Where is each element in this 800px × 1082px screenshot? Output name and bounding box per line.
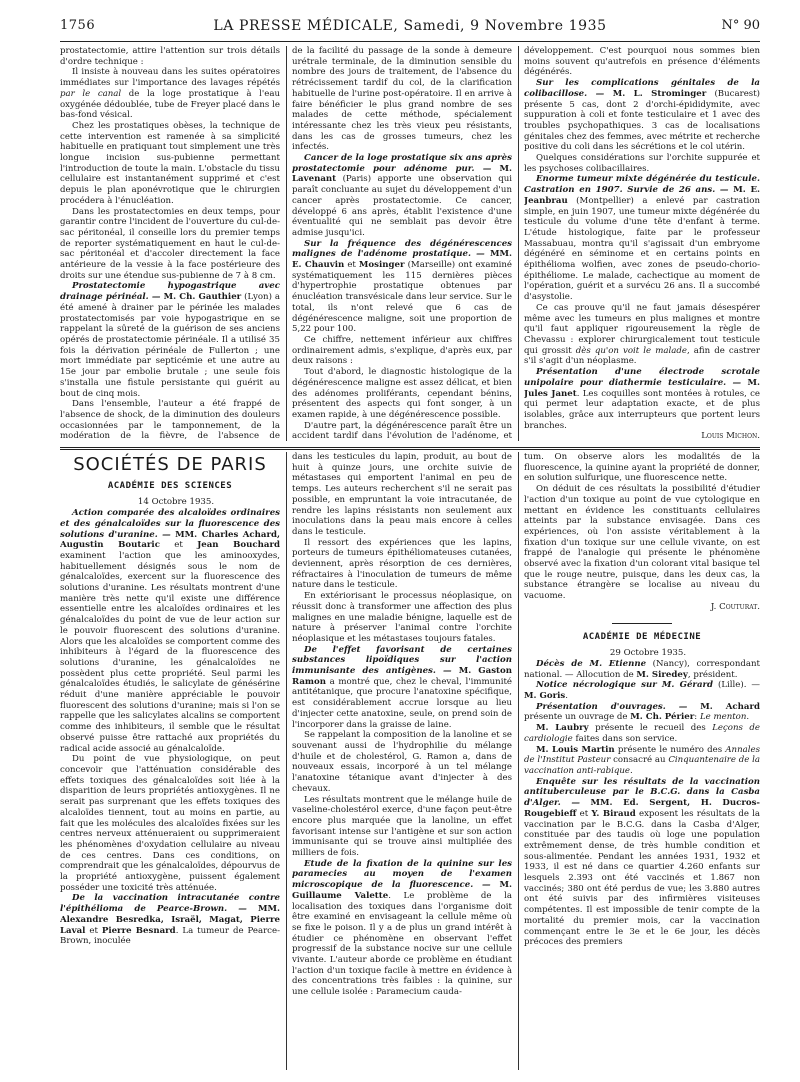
top-column-1 bbox=[60, 46, 280, 441]
text-run: (Montpellier) a enlevé par castration simple, en juin 1907, une tumeur mixte dégénérée du testicule du volume d'une tête d'enfant à terme. L'étude histologique, faite par le professeur Massabuau, montra qu'il s'agissait d'un embryome dégénéré en séminome et en certains points en épithélioma wolfien, avec zones de pseudo-chorio-épithéliome. Le malade, cachectique au moment de l'opération, guérit et a survécu 26 ans. Il a succombé d'asystolie. bbox=[524, 195, 760, 303]
author-name: M. Jules Janet bbox=[524, 377, 760, 399]
text-run: , afin de castrer s'il s'agit d'un néoplasme. bbox=[524, 345, 760, 367]
author-name: MM. E. Chauvin bbox=[292, 249, 512, 271]
header-rule bbox=[60, 41, 760, 42]
paragraph bbox=[60, 207, 280, 282]
column-separator bbox=[286, 46, 287, 441]
text-run: (Lille). — bbox=[713, 680, 760, 691]
paragraph bbox=[524, 702, 760, 723]
author-name: MM. Alexandre Besredka, Israël, Magat, Pierre Laval bbox=[60, 904, 280, 936]
text-run: . bbox=[630, 765, 633, 776]
text-run: Ce chiffre, nettement inférieur aux chiffres ordinairement admis, s'explique, d'après eux, par deux raisons : bbox=[292, 334, 512, 367]
text-run: En extériorisant le processus néoplasique, on réussit donc à transformer une affection des plus malignes en une maladie bénigne, laquelle est de nature à préserver l'animal contre l'orchite néoplasique et les métastases toujours fatales. bbox=[292, 591, 512, 644]
text-run: Dans les prostatectomies en deux temps, pour garantir contre l'incident de l'ouverture du cul-de-sac péritonéal, il conseille lors du premier temps de reporter systématiquement en haut le cul-de-sac péritonéal et d'accoler directement la face antérieure de la vessie à la face postérieure des droits sur une étendue sus-pubienne de 7 à 8 cm. bbox=[60, 206, 280, 281]
author-name: M. E. Jeanbrau bbox=[524, 185, 760, 206]
text-run: : bbox=[694, 712, 700, 723]
paragraph bbox=[60, 67, 280, 121]
text-run: (Lyon) a été amené à drainer par le périnée les malades prostatectomisés par voie hypogastrique en se rappelant la sûreté de la guérison de ses anciens opérés de prostatectomie périnéale. Il a utilisé 35 fois la dérivation périnéale de Fullerton ; une mort immédiate par septicémie et une autre au 15e jour par embolie brutale ; une seule fois s'installa une fistule persistante qui guérit au bout de cinq mois. bbox=[60, 292, 280, 399]
author-name: M. Siredey bbox=[636, 669, 688, 680]
paragraph bbox=[524, 659, 760, 680]
author-name: M. Lavenant bbox=[292, 163, 512, 185]
page-header bbox=[60, 18, 760, 40]
text-run: Quelques considérations sur l'orchite suppurée et les psychoses colibacillaires. bbox=[524, 153, 760, 174]
issue-number: N° 90 bbox=[721, 18, 760, 33]
paragraph bbox=[60, 46, 280, 67]
academie-medecine-body bbox=[524, 659, 760, 948]
session-date: 29 Octobre 1935. bbox=[609, 648, 687, 659]
paragraph bbox=[292, 645, 512, 731]
session-date: 14 Octobre 1935. bbox=[137, 497, 215, 508]
text-run: . Les coquilles sont montées à rotules, ce qui permet leur adaptation exacte, et de plus isolables, grâce aux interrupteurs que portent leurs branches. bbox=[524, 388, 760, 431]
text-run: J. Couturat bbox=[710, 601, 758, 612]
text-run: On déduit de ces résultats la possibilité d'étudier l'action d'un toxique au point de vue cytologique en mettant en évidence les constituants cellulaires atteints par la substance envisagée. Dans ces expériences, où l'on assiste véritablement à la fixation d'un toxique sur une cellule vivante, on est frappé de l'analogie qui présente le phénomène observé avec la fixation d'un colorant vital basique tel que le rouge neutre, puisque, dans les deux cas, la substance étrangère se localise au niveau du vacuome. bbox=[524, 484, 760, 602]
text-run: Les résultats montrent que le mélange huile de vaseline-cholestérol exerce, d'une façon peut-être encore plus marquée que la lanoline, un effet favorisant intense sur l'antigène et sur son action immunisante qui se trouve ainsi multipliée des milliers de fois. bbox=[292, 794, 512, 859]
author-name: M. Laubry bbox=[536, 723, 589, 734]
bottom-column-2 bbox=[292, 452, 512, 1070]
top-column-3 bbox=[524, 46, 760, 441]
column-separator bbox=[286, 452, 287, 1070]
paragraph bbox=[524, 153, 760, 174]
text-run: faites dans son service. bbox=[572, 733, 678, 744]
article-heading: Présentation d'une électrode scrotale unipolaire pour diathermie testiculaire. — bbox=[524, 367, 760, 388]
author-name: M. Achard bbox=[700, 701, 760, 712]
article-heading: Prostatectomie hypogastrique avec drainage périnéal. — bbox=[60, 281, 280, 303]
article-heading: Décès de M. Etienne bbox=[536, 658, 647, 669]
page-number: 1756 bbox=[60, 18, 96, 33]
author-name: M. Guillaume Valette bbox=[292, 880, 512, 901]
paragraph bbox=[292, 538, 512, 592]
text-run: a montré que, chez le cheval, l'immunité antitétanique, que procure l'anatoxine spécifique, est considérablement accrue lorsque au lieu d'injecter cette anatoxine, seule, on prend soin de l'incorporer dans la graisse de laine. bbox=[292, 676, 512, 730]
author-name: M. Gaston Ramon bbox=[292, 666, 512, 687]
text-run: Tout d'abord, le diagnostic histologique de la dégénérescence maligne est assez délicat, et bien des adénomes proliférants, cependant bénins, présentent des aspects qui font songer, à un examen rapide, à une dégénérescence possible. bbox=[292, 367, 512, 420]
paragraph bbox=[292, 730, 512, 794]
author-name: MM. Charles Achard, Augustin Boutaric bbox=[60, 529, 280, 551]
article-heading: Sur la fréquence des dégénérescences malignes de l'adénome prostatique. — bbox=[292, 238, 512, 260]
author-name: M. Ch. Périer bbox=[630, 712, 695, 723]
paragraph bbox=[60, 399, 280, 441]
text-run: et bbox=[344, 260, 359, 271]
bottom-column-3 bbox=[524, 452, 760, 1070]
short-divider bbox=[612, 623, 672, 624]
column-separator bbox=[518, 46, 519, 441]
text-run: Ce cas prouve qu'il ne faut jamais désespérer même avec les tumeurs en plus malignes et montre qu'il faut appliquer rigoureusement la règle de Chevassu : explorer chirurgicalement tout testicule qui grossit bbox=[524, 302, 760, 356]
article-heading: De la vaccination intracutanée contre l'épithélioma de Pearce-Brown. — bbox=[60, 893, 280, 915]
paragraph bbox=[524, 680, 760, 701]
paragraph bbox=[60, 754, 280, 893]
paragraph bbox=[292, 452, 512, 538]
academie-medecine-title: ACADÉMIE DE MÉDECINE bbox=[582, 631, 702, 642]
paragraph bbox=[524, 484, 760, 602]
paragraph bbox=[524, 78, 760, 153]
article-heading: Action comparée des alcaloïdes ordinaires et des génalcaloïdes sur la fluorescence des solutions d'uranine. — bbox=[60, 508, 280, 540]
bottom-column-1 bbox=[60, 452, 280, 1070]
text-run: Louis Michon bbox=[701, 431, 758, 441]
article-heading: Présentation d'ouvrages. — bbox=[536, 701, 701, 712]
article-heading: Cancer de la loge prostatique six ans après prostatectomie pour adénome pur. — bbox=[292, 153, 512, 174]
author-name: Jean Bouchard bbox=[197, 540, 280, 551]
paragraph bbox=[524, 367, 760, 431]
paragraph bbox=[292, 46, 512, 153]
column-separator bbox=[518, 452, 519, 1070]
paragraph bbox=[292, 335, 512, 367]
paragraph bbox=[524, 431, 760, 441]
paragraph bbox=[524, 303, 760, 367]
bottom-column-1-body bbox=[60, 508, 280, 947]
author-name: M. bbox=[163, 292, 180, 303]
text-run: . La tumeur de Pearce-Brown, inoculée bbox=[60, 925, 280, 947]
paragraph bbox=[60, 281, 280, 399]
text-run: D'autre part, la dégénérescence paraît être un accident tardif dans l'évolution de l'adénome, et bbox=[292, 420, 512, 441]
article-heading: Enorme tumeur mixte dégénérée du testicule. Castration en 1907. Survie de 26 ans. — bbox=[524, 174, 760, 196]
paragraph bbox=[292, 859, 512, 998]
text-run: et bbox=[159, 540, 198, 551]
bottom-column-3-body bbox=[524, 452, 760, 613]
paragraph bbox=[292, 153, 512, 239]
paragraph bbox=[524, 452, 760, 484]
text-run: tum. On observe alors les modalités de la fluorescence, la quinine ayant la propriété de donner, en solution sulfurique, une fluorescence nette. bbox=[524, 452, 760, 484]
text-run: dès qu'on voit le malade bbox=[575, 345, 687, 356]
text-run: Il insiste à nouveau dans les suites opératoires immédiates sur l'importance des lavages répétés bbox=[60, 67, 280, 89]
journal-title: LA PRESSE MÉDICALE, Samedi, 9 Novembre 1935 bbox=[213, 18, 607, 34]
paragraph bbox=[292, 367, 512, 421]
academie-sciences-title: ACADÉMIE DES SCIENCES bbox=[107, 480, 233, 491]
text-run: Chez les prostatiques obèses, la technique de cette intervention est ramenée à sa simplicité habituelle en pratiquant tout simplement une très longue incision sus-pubienne permettant l'introduction de toute la main. L'obstacle du tissu cellulaire est instantanément supprimé et c'est depuis le plan aponévrotique que le chirurgien procédera à l'énucléation. bbox=[60, 120, 280, 206]
author-name: M. Goris bbox=[524, 691, 566, 702]
text-run: (Bucarest) présente 5 cas, dont 2 d'orchi-épididymite, avec suppuration à coli et fonte testiculaire et 1 avec des troubles psychopathiques. 3 cas de localisations génitales chez des femmes, avec métrite et recherche positive du coli dans les sécrétions et le col utérin. bbox=[524, 88, 760, 153]
text-run: (Marseille) ont examiné systématiquement les 115 dernières pièces d'hypertrophie prostatique obtenues par énucléation transvésicale dans leur service. Sur le total, ils n'ont relevé que 6 cas de dégénérescence maligne, soit une proportion de 5,22 pour 100. bbox=[292, 260, 512, 335]
article-heading: De l'effet favorisant de certaines substances lipoïdiques sur l'action immunisante des antigènes. — bbox=[292, 644, 512, 677]
author-name: Ch. Gauthier bbox=[179, 292, 242, 303]
text-run: . bbox=[746, 712, 750, 723]
text-run: Dans l'ensemble, l'auteur a été frappé de l'absence de shock, de la diminution des douleurs occasionnées par le tamponnement, de la modération de la fièvre, de l'absence de bbox=[60, 399, 280, 441]
paragraph bbox=[524, 174, 760, 302]
section-title: SOCIÉTÉS DE PARIS bbox=[73, 454, 267, 475]
text-run: par le canal bbox=[60, 88, 122, 99]
text-run: Du point de vue physiologique, on peut concevoir que l'atténuation considérable des effets toxiques des génalcaloïdes soit liée à la disparition de leurs propriétés antioxygènes. Il ne serait pas surprenant que les effets toxiques des alcaloïdes tiennent, tout au moins en partie, au fait que les molécules des alcaloïdes fixées sur les centres nerveux atténueraient ou supprimeraient les phénomènes d'oxydation cellulaire au niveau de ces centres. Dans ces conditions, on comprendrait que les génalcaloïdes, dépourvus de la propriété antioxygène, puissent également posséder une toxicité très atténuée. bbox=[60, 754, 280, 893]
paragraph bbox=[292, 591, 512, 645]
text-run: Le menton bbox=[699, 712, 747, 723]
author-name: M. Louis Martin bbox=[536, 744, 615, 755]
text-run: examinent l'action que les aminooxydes, habituellement désignés sous le nom de génalcaloïdes, exercent sur la fluorescence des solutions d'uranine. Les résultats montrent d'une manière très nette qu'il existe une différence essentielle entre les alcaloïdes ordinaires et les génalcaloïdes du point de vue de leur action sur le pouvoir fluorescent des solutions d'uranine. Alors que les alcaloïdes se comportent comme des inhibiteurs à l'égard de la fluorescence des solutions d'uranine, les génalcaloïdes ne possèdent plus cette propriété. Seul parmi les génalcaloïdes étudiés, le salicylate de génésérine réduit d'une manière appréciable le pouvoir fluorescent des solutions d'uranine; mais si l'on se rappelle que les salicylates alcalins se comportent comme des inhibiteurs, il semble que le résultat observé puisse être rattaché aux propriétés du radical acide associé au génalcaloïde. bbox=[60, 550, 280, 754]
paragraph bbox=[524, 46, 760, 78]
article-heading: Notice nécrologique sur M. Gérard bbox=[536, 680, 714, 691]
top-column-2 bbox=[292, 46, 512, 441]
text-run: Il ressort des expériences que les lapins, porteurs de tumeurs épithéliomateuses cutanées, deviennent, après résorption de ces dernières, réfractaires à l'inoculation de tumeurs de même nature dans le testicule. bbox=[292, 537, 512, 591]
paragraph bbox=[60, 893, 280, 947]
text-run: développement. C'est pourquoi nous sommes bien moins souvent qu'autrefois en présence d'éléments dégénérés. bbox=[524, 46, 760, 78]
author-name: Mosinger bbox=[358, 260, 405, 271]
author-name: Pierre Besnard bbox=[101, 925, 176, 936]
text-run: , président. bbox=[687, 669, 738, 680]
paragraph bbox=[524, 745, 760, 777]
paragraph bbox=[524, 723, 760, 744]
text-run: de la loge prostatique à l'eau oxygénée dédoublée, tube de Freyer placé dans le bas-fond vésical. bbox=[60, 88, 280, 121]
text-run: Annales de l'Institut Pasteur bbox=[524, 744, 760, 766]
text-run: . bbox=[565, 691, 568, 702]
article-heading: Etude de la fixation de la quinine sur les paramecies au moyen de l'examen microscopique de la fluorescence. — bbox=[292, 858, 512, 891]
text-run: . bbox=[757, 431, 760, 441]
text-run: consacré au bbox=[610, 755, 669, 766]
author-name: M. L. Strominger bbox=[612, 88, 707, 99]
article-heading: Enquête sur les résultats de la vaccination antituberculeuse par le B.C.G. dans la Casba d'Alger. — bbox=[524, 776, 760, 809]
text-run: présente le recueil des bbox=[588, 723, 713, 734]
text-run: dans les testicules du lapin, produit, au bout de huit à quinze jours, une orchite suivie de métastases qui emportent l'animal en peu de temps. Les auteurs recherchent s'il ne serait pas possible, en empruntant la voie intracutanée, de rendre les lapins résistants non seulement aux inoculations dans la peau mais encore à celles dans le testicule. bbox=[292, 452, 512, 537]
paragraph bbox=[60, 121, 280, 207]
text-run: . bbox=[757, 601, 760, 612]
paragraph bbox=[292, 421, 512, 441]
paragraph bbox=[524, 777, 760, 948]
text-run: (Nancy), correspondant national. — Allocution de bbox=[524, 658, 760, 680]
text-run: Leçons de cardiologie bbox=[524, 723, 760, 744]
text-run: présente un ouvrage de bbox=[524, 712, 631, 723]
text-run: et bbox=[576, 808, 592, 819]
text-run: présente le numéro des bbox=[614, 744, 726, 755]
author-name: Y. Biraud bbox=[591, 808, 636, 819]
paragraph bbox=[524, 602, 760, 613]
text-run: Cinquantenaire de la vaccination anti-rabique bbox=[524, 755, 760, 776]
paragraph bbox=[60, 508, 280, 754]
author-name: MM. Ed. Sergent, H. Ducros-Rougebieff bbox=[524, 798, 760, 819]
text-run: prostatectomie, attire l'attention sur trois détails d'ordre technique : bbox=[60, 46, 280, 67]
paragraph bbox=[292, 795, 512, 859]
text-run: de la facilité du passage de la sonde à demeure urétrale terminale, de la diminution sensible du nombre des jours de traitement, de l'absence du rétrécissement tardif du col, de la clarification habituelle de l'urine post-opératoire. Il en arrive à faire bénéficier le plus grand nombre de ses malades de cette méthode, spécialement intéressante chez les très vieux peu résistants, dans les cas de grosses tumeurs, chez les infectés. bbox=[292, 46, 512, 153]
text-run: et bbox=[85, 925, 102, 936]
text-run: (Paris) apporte une observation qui paraît concluante au sujet du développement d'un cancer après prostatectomie. Ce cancer, développé 6 ans après, établit l'existence d'une éventualité qui ne semblait pas devoir être admise jusqu'ici. bbox=[292, 174, 512, 238]
section-double-rule bbox=[60, 447, 760, 450]
text-run: exposent les résultats de la vaccination par le B.C.G. dans la Casba d'Alger, constituée par des taudis où loge une population extrêmement dense, de très humble condition et sous-alimentée. Pendant les années 1931, 1932 et 1933, il est né dans ce quartier 4.260 enfants sur lesquels 2.393 ont été vaccinés et 1.867 non vaccinés; 380 ont été perdus de vue; les 3.880 autres ont été suivis par des infirmières visiteuses compétentes. Il est impossible de tenir compte de la mortalité du premier mois, car la vaccination commençant entre le 3e et le 6e jour, les décès précoces des premiers bbox=[524, 808, 760, 948]
text-run: . Le problème de la localisation des toxiques dans l'organisme doit être examiné en envisageant la cellule même où se fixe le poison. Il y a de plus un grand intérêt à étudier ce phénomène en observant l'effet progressif de la substance nocive sur une cellule vivante. L'auteur aborde ce problème en étudiant l'action d'un toxique facile à mettre en évidence à des concentrations très faibles : la quinine, sur une cellule isolée : Paramecium cauda- bbox=[292, 890, 512, 998]
text-run: Se rappelant la composition de la lanoline et se souvenant aussi de l'hydrophilie du mélange d'huile et de cholestérol, G. Ramon a, dans de nouveaux essais, incorporé à un tel mélange l'anatoxine tétanique avant d'injecter à des chevaux. bbox=[292, 730, 512, 794]
article-heading: Sur les complications génitales de la colibacillose. — bbox=[524, 78, 760, 99]
paragraph bbox=[292, 239, 512, 335]
